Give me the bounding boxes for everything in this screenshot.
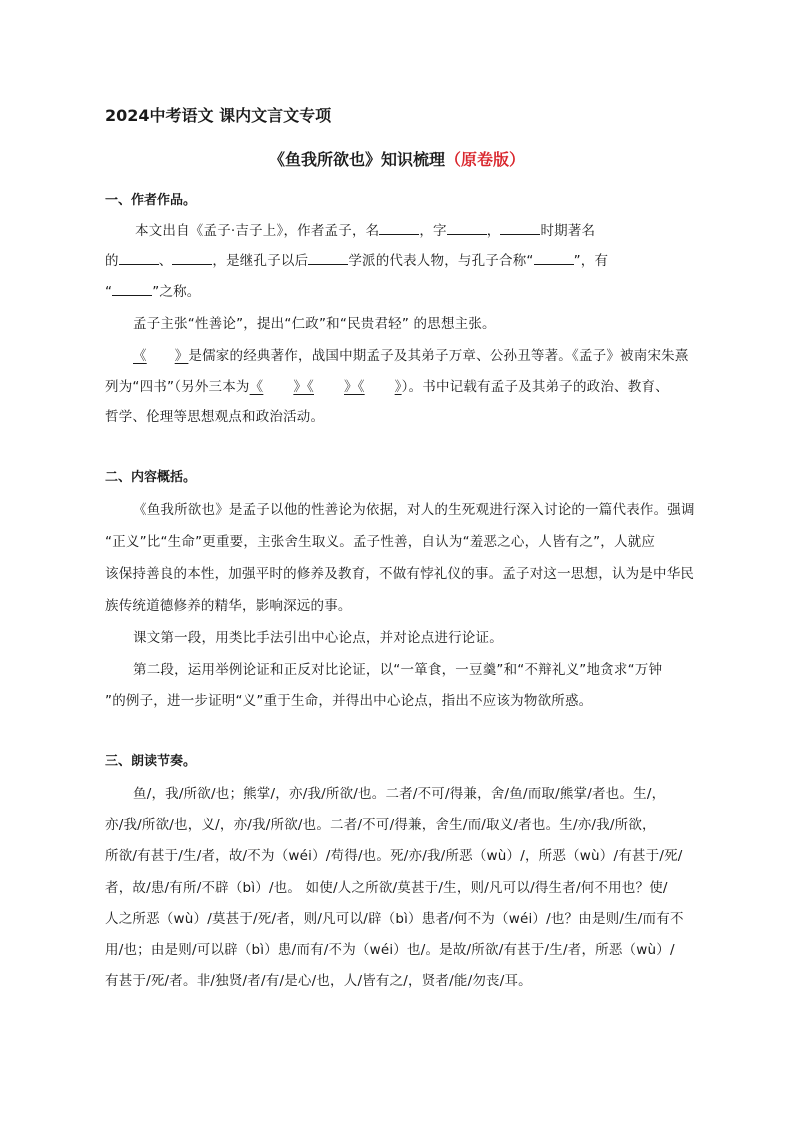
rhythm-line: 所欲/有甚于/生/者，故/不为（wéi）/苟得/也。死/亦/我/所恶（wù）/，所恶（wù）/有甚于/死/ xyxy=(105,848,683,864)
rhythm-line: 用/也；由是则/可以辟（bì）患/而有/不为（wéi）也/。是故/所欲/有甚于/生/者，所恶（wù）/ xyxy=(105,942,675,958)
summary-line: 课文第一段，用类比手法引出中心论点，并对论点进行论证。 xyxy=(133,630,503,646)
blank-field[interactable] xyxy=(447,221,487,235)
author-paragraph-2: 孟子主张“性善论”，提出“仁政”和“民贵君轻” 的思想主张。 xyxy=(133,316,496,332)
main-title-text: 《鱼我所欲也》知识梳理 xyxy=(268,150,445,169)
rhythm-line: 有甚于/死/者。非/独贤/者/有/是心/也，人/皆有之/，贤者/能/勿丧/耳。 xyxy=(105,973,532,989)
summary-line: 族传统道德修养的精华，影响深远的事。 xyxy=(105,598,352,614)
author-line-3: “ ”之称。 xyxy=(105,284,201,300)
book-title-blank[interactable]: 《 》 xyxy=(133,348,189,364)
section-heading-rhythm: 三、朗读节奏。 xyxy=(105,754,197,769)
summary-line: “正义”比“生命”更重要，主张舍生取义。孟子性善，自认为“羞恶之心，人皆有之”，人就应 xyxy=(105,534,656,550)
blank-field[interactable] xyxy=(119,251,159,265)
summary-line: ”的例子，进一步证明“义”重于生命，并得出中心论点，指出不应该为物欲所惑。 xyxy=(105,693,593,709)
summary-line: 该保持善良的本性，加强平时的修养及教育，不做有悖礼仪的事。孟子对这一思想，认为是中华民 xyxy=(105,566,695,582)
summary-line: 《鱼我所欲也》是孟子以他的性善论为依据，对人的生死观进行深入讨论的一篇代表作。强调 xyxy=(133,502,695,518)
blank-field[interactable] xyxy=(172,251,212,265)
main-title-edition: （原卷版） xyxy=(445,150,526,169)
author-line-1: 本文出自《孟子·吉子上》，作者孟子，名 ，字 ， 时期著名 xyxy=(135,223,596,239)
document-title: 2024中考语文 课内文言文专项 xyxy=(105,106,332,125)
author-paragraph-3-line-1: 《 》是儒家的经典著作，战国中期孟子及其弟子万章、公孙丑等著。《孟子》被南宋朱熹 xyxy=(133,348,689,364)
blank-field[interactable] xyxy=(112,282,152,296)
blank-field[interactable] xyxy=(500,221,540,235)
section-heading-author: 一、作者作品。 xyxy=(105,193,197,208)
author-paragraph-3-line-2: 列为“四书”（另外三本为《 》《 》《 》）。书中记载有孟子及其弟子的政治、教育、 xyxy=(105,379,669,395)
other-books-blanks[interactable]: 《 》《 》《 》 xyxy=(249,379,402,395)
rhythm-line: 亦/我/所欲/也，义/，亦/我/所欲/也。二者/不可/得兼，舍生/而/取义/者也。生/亦/我/所欲， xyxy=(105,817,656,833)
rhythm-line: 者，故/患/有所/不辟（bì）/也。 如使/人之所欲/莫甚于/生，则/凡可以/得生者/何不用也？使/ xyxy=(105,880,668,896)
main-title xyxy=(0,147,794,170)
rhythm-line: 人之所恶（wù）/莫甚于/死/者，则/凡可以/辟（bì）患者/何不为（wéi）/也？由是则/生/而有不 xyxy=(105,911,684,927)
rhythm-line: 鱼/，我/所欲/也；熊掌/，亦/我/所欲/也。二者/不可/得兼，舍/鱼/而取/熊掌/者也。生/， xyxy=(133,786,666,802)
blank-field[interactable] xyxy=(379,221,419,235)
blank-field[interactable] xyxy=(308,251,348,265)
author-paragraph-3-line-3: 哲学、伦理等思想观点和政治活动。 xyxy=(105,409,325,425)
summary-line: 第二段，运用举例论证和正反对比论证，以“一箪食，一豆羹”和“不辩礼义”地贪求“万钟 xyxy=(133,662,663,678)
section-heading-summary: 二、内容概括。 xyxy=(105,470,197,485)
blank-field[interactable] xyxy=(534,251,574,265)
author-line-2: 的 、 ，是继孔子以后 学派的代表人物，与孔子合称“ ”，有 xyxy=(105,253,609,269)
